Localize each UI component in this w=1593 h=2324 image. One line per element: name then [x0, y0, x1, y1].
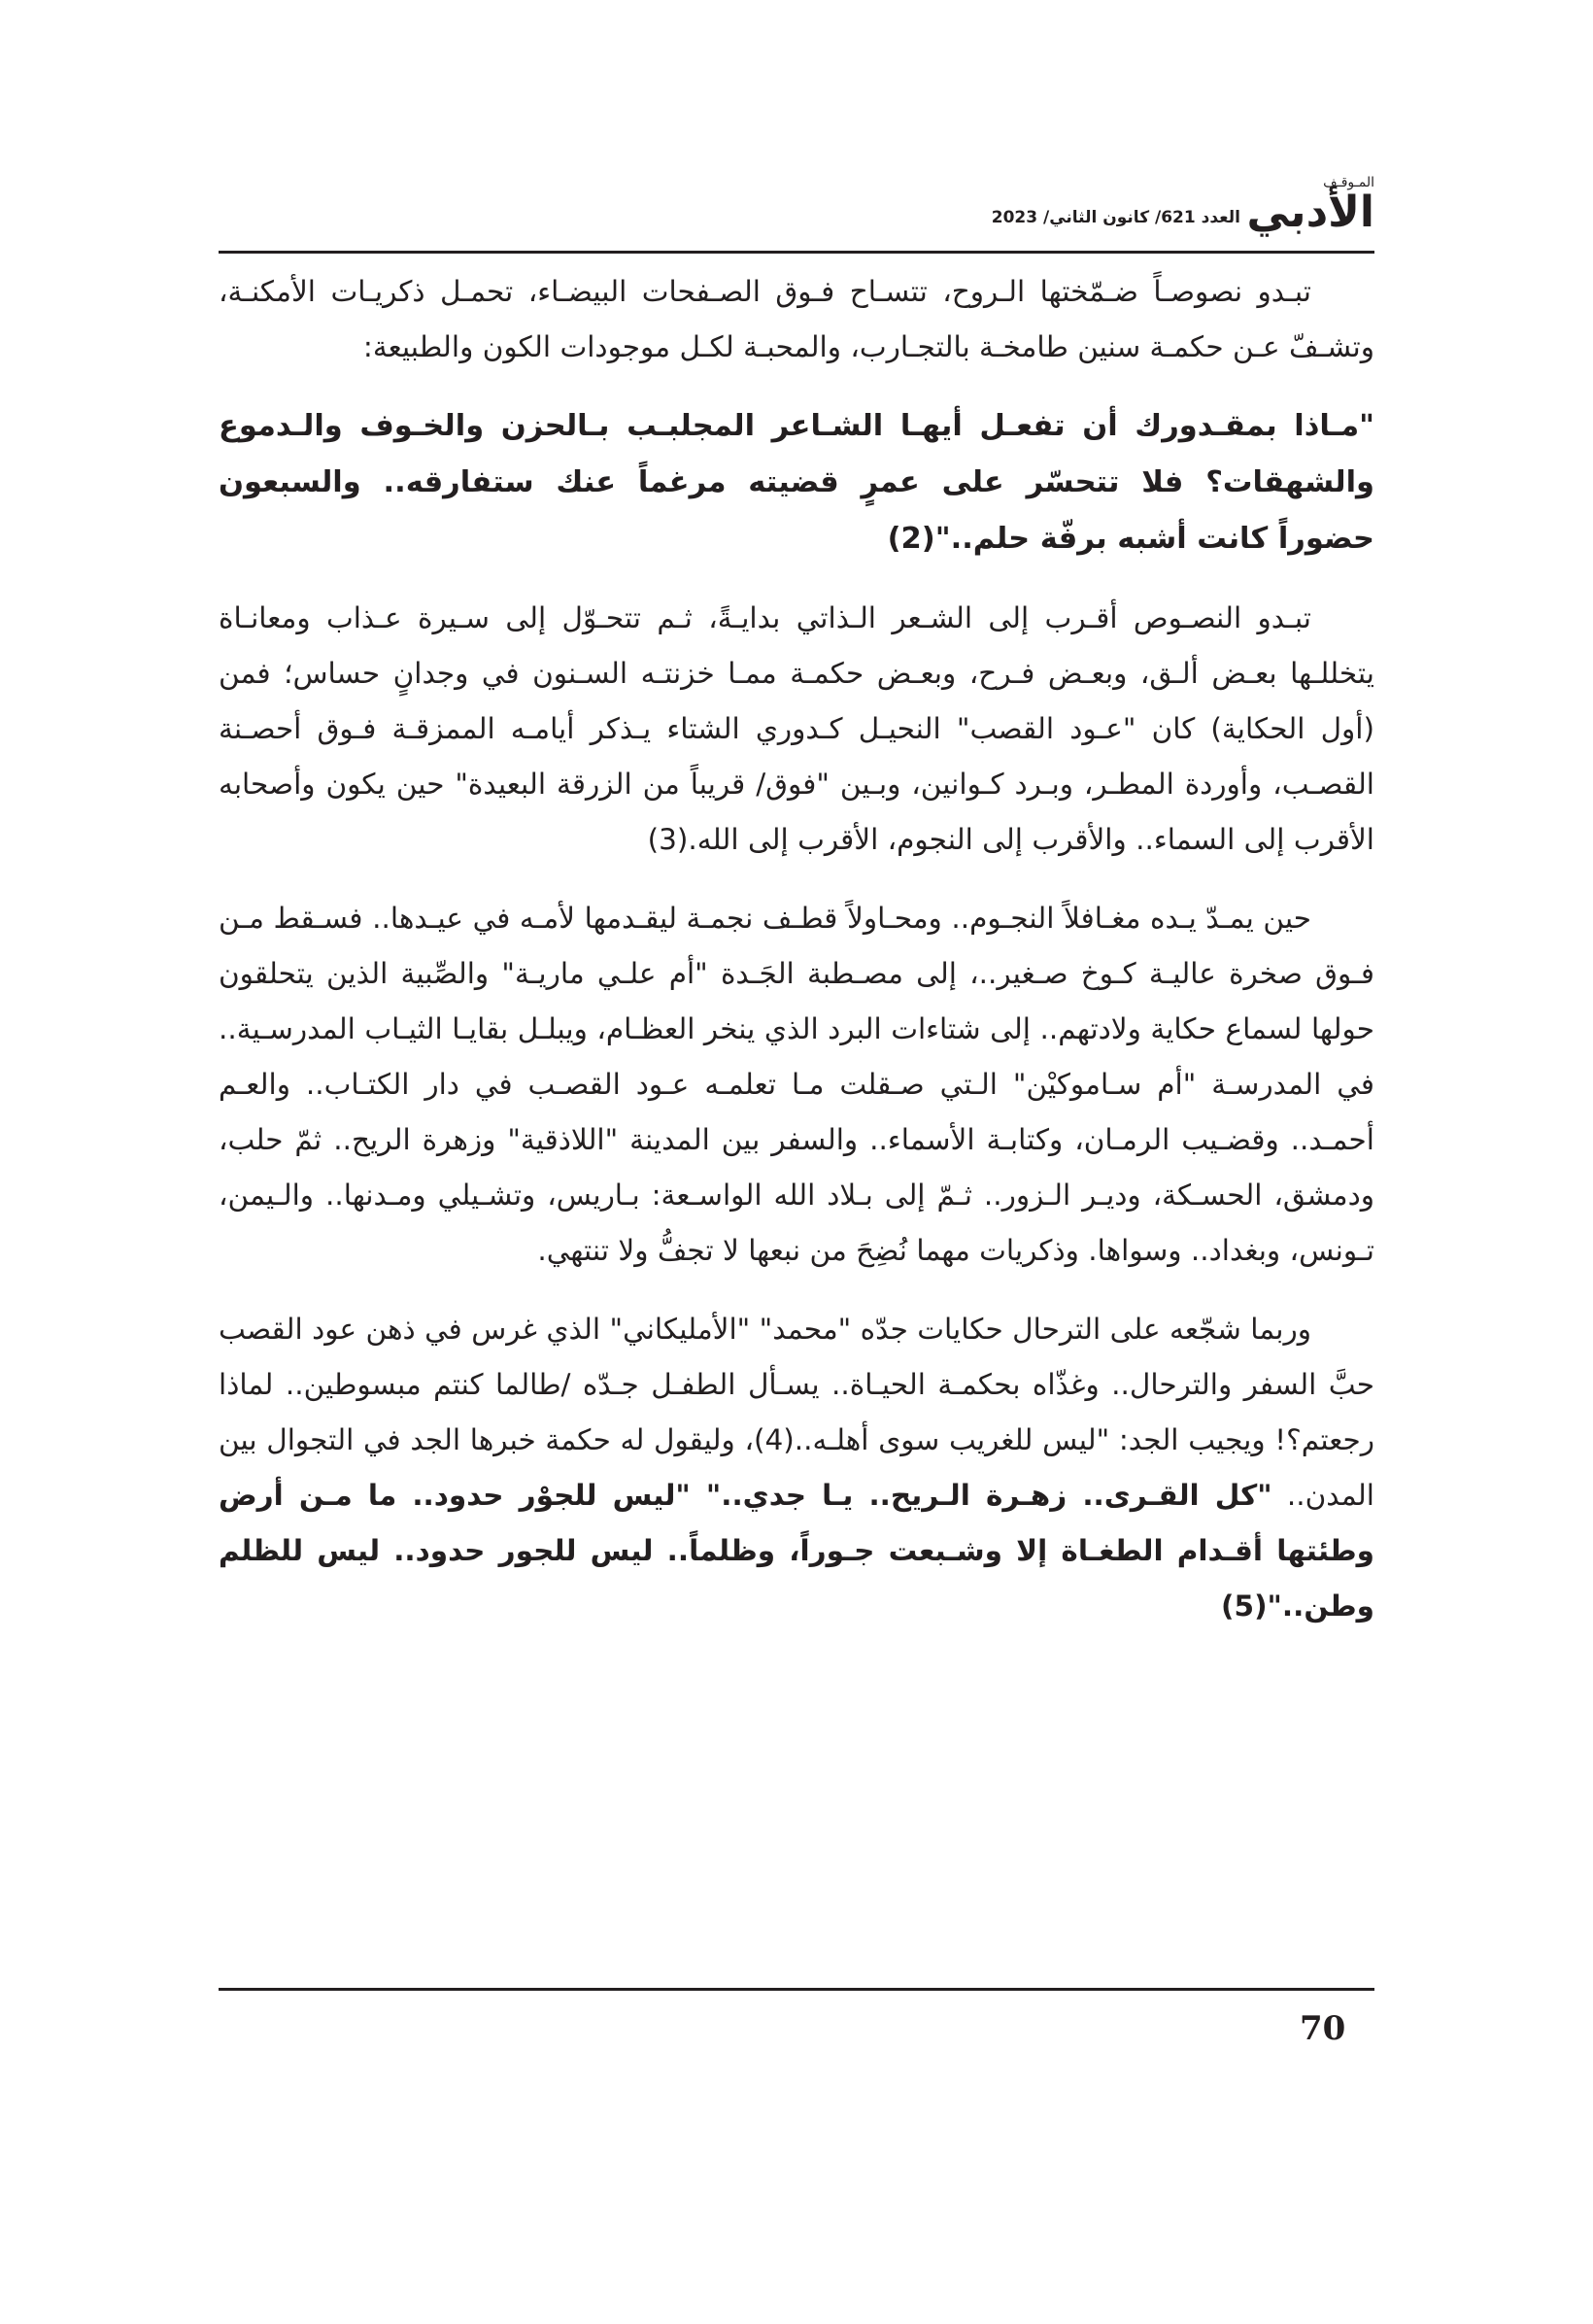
paragraph-4-text: وربما شجّعه على الترحال حكايات جدّه "محمد" "الأمليكاني" الذي غرس في ذهن عود القصب حبَّ السفر والترحال.. وغذّاه بحكمـة الحيـاة.. يسـأل الطفـل جـدّه /طالما كنتم مبسوطين.. لماذا رجعتم؟! ويجيب الجد: "ليس للغريب سوى أهلـه..(4)، وليقول له حكمة خبرها الجد في التجوال بين المدن..: [219, 1313, 1374, 1512]
header-divider: [219, 251, 1374, 254]
quote-1: "مـاذا بمقـدورك أن تفعـل أيهـا الشـاعر المجلبـب بـالحزن والخـوف والـدموع والشهقات؟ فلا تتحسّر على عمرٍ قضيته مرغماً عنك ستفارقه.. والسبعون حضوراً كانت أشبه برفّة حلم.."(2): [219, 409, 1374, 556]
article-body: [219, 264, 1374, 1658]
magazine-logo: [1246, 175, 1374, 243]
paragraph-1: تبـدو نصوصـاً ضـمّختها الـروح، تتسـاح فـوق الصـفحات البيضـاء، تحمـل ذكريـات الأمكنـة، وتشـفّ عـن حكمـة سنين طامخـة بالتجـارب، والمحبـة لكـل موجودات الكون والطبيعة:: [219, 275, 1374, 363]
paragraph-4: [219, 1302, 1374, 1634]
logo-top-text: المـوقـف: [1323, 175, 1374, 190]
paragraph-2: تبـدو النصـوص أقـرب إلى الشـعر الـذاتي بدايـةً، ثـم تتحـوّل إلى سـيرة عـذاب ومعانـاة يتخللـها بعـض ألـق، وبعـض فـرح، وبعـض حكمـة ممـا خزنتـه السـنون في وجدانٍ حساس؛ فمن (أول الحكاية) كان "عـود القصب" النحيـل كـدوري الشتاء يـذكر أيامـه الممزقـة فـوق أحصـنة القصـب، وأوردة المطـر، وبـرد كـوانين، وبـين "فوق/ قريباً من الزرقة البعيدة" حين يكون وأصحابه الأقرب إلى السماء.. والأقرب إلى النجوم، الأقرب إلى الله.(3): [219, 601, 1374, 856]
issue-info: [992, 208, 1240, 227]
issue-text: العدد 621/ كانون الثاني/ 2023: [991, 208, 1240, 227]
logo-main-text: الأدبي: [1246, 188, 1374, 237]
footer-divider: [219, 1988, 1374, 1991]
quote-2: "كل القـرى.. زهـرة الـريح.. يـا جدي.." "ليس للجوْر حدود.. ما مـن أرض وطئتها أقـدام الطغـاة إلا وشـبعت جـوراً، وظلماً.. ليس للجور حدود.. ليس للظلم وطن.."(5): [219, 1479, 1374, 1623]
page-header: [219, 175, 1374, 249]
paragraph-3: حين يمـدّ يـده مغـافلاً النجـوم.. ومحـاولاً قطـف نجمـة ليقـدمها لأمـه في عيـدها.. فسـقط مـن فـوق صخرة عاليـة كـوخ صـغير..، إلى مصـطبة الجَـدة "أم علـي ماريـة" والصِّبية الذين يتحلقون حولها لسماع حكاية ولادتهم.. إلى شتاءات البرد الذي ينخر العظـام، ويبلـل بقايـا الثيـاب المدرسـية.. في المدرسـة "أم سـاموكيْن" الـتي صـقلت مـا تعلمـه عـود القصـب في دار الكتـاب.. والعـم أحمـد.. وقضـيب الرمـان، وكتابـة الأسماء.. والسفر بين المدينة "اللاذقية" وزهرة الريح.. ثمّ حلب، ودمشق، الحسـكة، وديـر الـزور.. ثـمّ إلى بـلاد الله الواسـعة: بـاريس، وتشـيلي ومـدنها.. والـيمن، تـونس، وبغداد.. وسواها. وذكريات مهما نُضِحَ من نبعها لا تجفُّ ولا تنتهي.: [219, 902, 1374, 1267]
page-number: 70: [1300, 2009, 1346, 2048]
